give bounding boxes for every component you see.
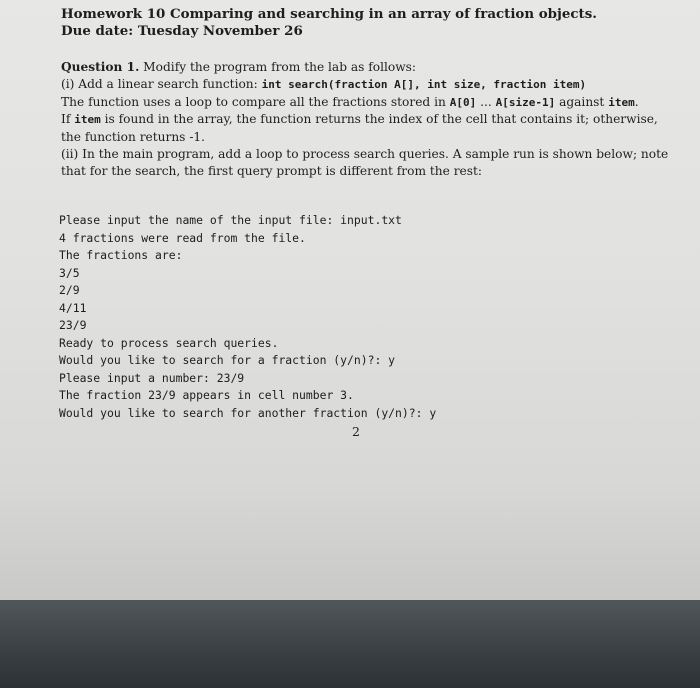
found-line: [61, 111, 676, 129]
found-text: is found in the array, the function returns the index of the cell that contains it; otherwise,: [100, 112, 658, 127]
console-line: Please input the name of the input file: input.txt: [59, 213, 402, 227]
homework-title: Homework 10 Comparing and searching in an array of fraction objects.: [61, 6, 597, 22]
returns-line: the function returns -1.: [61, 130, 206, 145]
part-i-text: (i) Add a linear search function:: [61, 76, 262, 91]
ellipsis-text: ...: [476, 94, 496, 109]
due-date: Due date: Tuesday November 26: [61, 23, 303, 39]
part-ii-continuation: that for the search, the first query prompt is different from the rest:: [61, 163, 482, 178]
question-label: Question 1.: [61, 60, 140, 74]
console-line: The fractions are:: [59, 248, 183, 262]
document-body: [61, 6, 676, 180]
loop-description-line: [61, 94, 676, 112]
code-a0: A[0]: [449, 95, 477, 109]
console-line: 4 fractions were read from the file.: [59, 230, 306, 245]
question-1: [61, 59, 676, 180]
part-ii-line: (ii) In the main program, add a loop to process search queries. A sample run is shown below; note: [61, 146, 669, 161]
console-line: 3/5: [59, 265, 80, 280]
console-line: 23/9: [59, 318, 87, 332]
code-item: item: [608, 95, 635, 109]
code-a-size-1: A[size-1]: [495, 95, 556, 109]
question-intro-line: [61, 59, 676, 76]
console-line: Would you like to search for a fraction (y/n)?: y: [59, 353, 396, 367]
console-line: 4/11: [59, 300, 87, 315]
part-i-line: [61, 76, 676, 94]
console-line: 2/9: [59, 283, 80, 297]
console-line: Ready to process search queries.: [59, 335, 279, 350]
against-text: against: [555, 94, 609, 109]
search-signature: int search(fraction A[], int size, fraction item): [261, 77, 587, 91]
question-intro: Modify the program from the lab as follows:: [139, 60, 417, 74]
console-line: The fraction 23/9 appears in cell number 3.: [59, 388, 354, 402]
period-text: .: [634, 94, 639, 109]
page-number: 2: [352, 424, 360, 439]
sample-run-output: [59, 212, 436, 422]
found-prefix: If: [61, 112, 75, 127]
console-line: Please input a number: 23/9: [59, 370, 245, 385]
console-line: Would you like to search for another fraction (y/n)?: y: [59, 405, 437, 420]
desk-background: [0, 600, 700, 688]
loop-description-text: The function uses a loop to compare all the fractions stored in: [61, 94, 450, 109]
code-item-2: item: [74, 113, 101, 127]
